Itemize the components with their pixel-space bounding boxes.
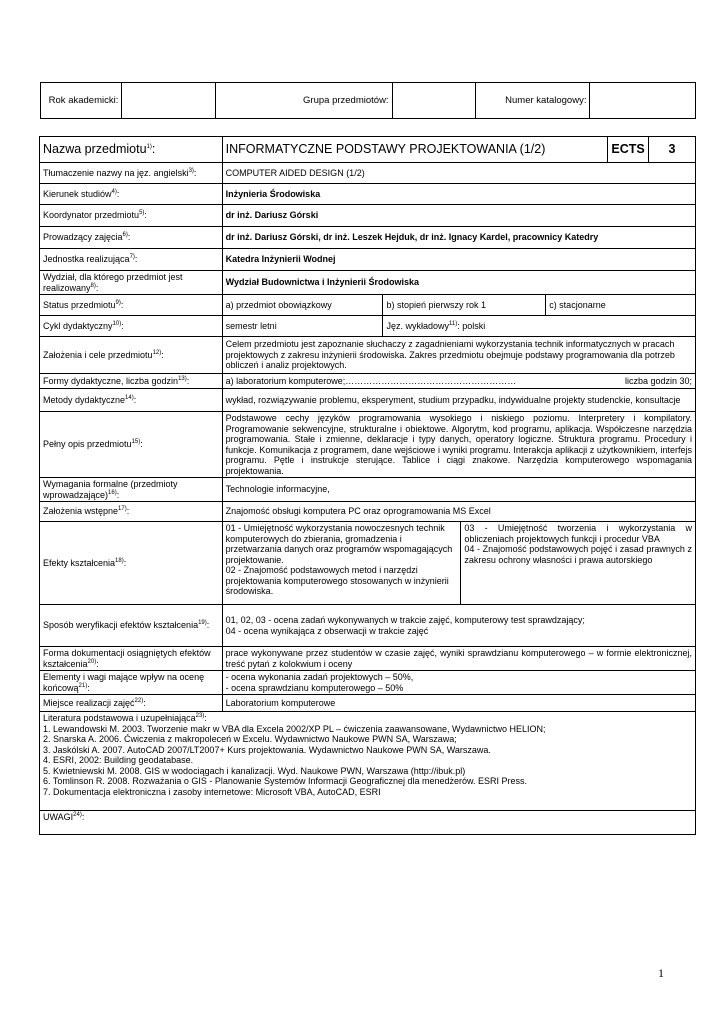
forms-label-cell: Formy dydaktyczne, liczba godzin$^{13)}$: [40, 374, 223, 389]
methods-label: Metody dydaktyczne [43, 394, 126, 405]
course-name-value: INFORMATYCZNE PODSTAWY PROJEKTOWANIA (1/2) [222, 137, 607, 163]
description-value: Podstawowe cechy języków programowania wysokiego i niskiego poziomu. Interpretery i kompilatory. Programowanie sekwencyjne, strukturalne i obiektowe. Algorytm, kod programu, aplikacja. Współczesne narzędzia programowania. Stałe i zmienne, deklaracje i typy danych, operatory logiczne. Struktura programu. Procedury i funkcje. Komunikacja z programem, dane wejściowe i wyniki programu. Interakcja aplikacji z użytkownikiem, interfejs programu. Pętle i instrukcje sterujące. Tablice i ciągi znakowe. Narzędzia komputerowego wspomagania projektowania. [222, 412, 695, 478]
ects-label: ECTS [608, 137, 649, 163]
forms-cell [222, 374, 695, 389]
ects-value: 3 [649, 137, 696, 163]
unit-label: Jednostka realizująca [43, 254, 130, 265]
field-label-cell: Kierunek studiów$^{4)}$: [40, 184, 223, 205]
course-name-label: Nazwa przedmiotu [43, 142, 147, 157]
weights-label-cell: Elementy i wagi mające wpływ na ocenę końcową$^{21)}$: [40, 671, 223, 695]
page-number: 1 [658, 966, 664, 980]
place-label-cell: Miejsce realizacji zajęć$^{22)}$: [40, 695, 223, 712]
english-name-value: COMPUTER AIDED DESIGN (1/2) [222, 163, 695, 184]
instructors-label: Prowadzący zajęcia [43, 232, 123, 243]
field-label: Kierunek studiów [43, 188, 112, 199]
documentation-label-cell: Forma dokumentacji osiągniętych efektów kształcenia$^{20)}$: [40, 647, 223, 671]
literature-item: 7. Dokumentacja elektroniczna i zasoby internetowe: Microsoft VBA, AutoCAD, ESRI [43, 786, 381, 797]
initial-label: Założenia wstępne [43, 506, 119, 517]
cycle-label-cell: Cykl dydaktyczny$^{10)}$: [40, 316, 223, 337]
coordinator-label-cell: Koordynator przedmiotu$^{5)}$: [40, 205, 223, 227]
outcomes-label: Efekty kształcenia [43, 557, 116, 568]
goals-label: Założenia i cele przedmiotu [43, 349, 153, 360]
catalog-label: Numer katalogowy: [475, 83, 590, 119]
description-label: Pełny opis przedmiotu [43, 439, 132, 450]
goals-label-cell: Założenia i cele przedmiotu$^{12)}$: [40, 337, 223, 374]
verification-label-cell: Sposób weryfikacji efektów kształcenia$^{19)}$: [40, 605, 223, 647]
prereq-label: Wymagania formalne (przedmioty wprowadzające) [43, 479, 178, 500]
english-name-label-cell: Tłumaczenie nazwy na jęz. angielski$^{3)}$: [40, 163, 223, 184]
academic-year-label: Rok akademicki: [41, 83, 122, 119]
instructors-label-cell: Prowadzący zajęcia$^{6)}$: [40, 227, 223, 249]
unit-value: Katedra Inżynierii Wodnej [222, 249, 695, 271]
unit-label-cell: Jednostka realizująca$^{7)}$: [40, 249, 223, 271]
description-label-cell: Pełny opis przedmiotu$^{15)}$: [40, 412, 223, 478]
prereq-label-cell: Wymagania formalne (przedmioty wprowadzające)$^{16)}$: [40, 478, 223, 502]
place-label: Miejsce realizacji zajęć [43, 697, 135, 708]
cycle-value: semestr letni [222, 316, 383, 337]
literature-item: 6. Tomlinson R. 2008. Rozważania o GIS - Planowanie Systemów Informacji Geograficznej dla menedżerów. ESRI Press. [43, 776, 528, 786]
literature-heading: Literatura podstawowa i uzupełniająca$^{23)}$: [43, 713, 207, 723]
status-a: a) przedmiot obowiązkowy [222, 295, 383, 316]
literature-item: 3. Jaskólski A. 2007. AutoCAD 2007/LT2007+ Kurs projektowania. Wydawnictwo Naukowe PWN SA, Warszawa. [43, 744, 491, 755]
literature-item: 1. Lewandowski M. 2003. Tworzenie makr w VBA dla Excela 2002/XP PL – ćwiczenia zaawansowane, Wydawnictwo HELION; [43, 723, 546, 734]
documentation-label: Forma dokumentacji osiągniętych efektów kształcenia [43, 648, 211, 669]
forms-label: Formy dydaktyczne, liczba godzin [43, 375, 179, 386]
status-c: c) stacjonarne [546, 295, 696, 316]
initial-value: Znajomość obsługi komputera PC oraz oprogramowania MS Excel [222, 502, 695, 522]
documentation-value: prace wykonywane przez studentów w czasie zajęć, wyniki sprawdzianu komputerowego – w formie elektronicznej, treść pytań z kolokwium i oceny [222, 647, 695, 671]
literature-item: 4. ESRI, 2002: Building geodatabase. [43, 755, 194, 765]
forms-hours: liczba godzin 30; [624, 375, 692, 386]
english-name-label: Tłumaczenie nazwy na jęz. angielski [43, 167, 189, 178]
coordinator-value: dr inż. Dariusz Górski [222, 205, 695, 227]
faculty-label: Wydział, dla którego przedmiot jest realizowany [43, 272, 183, 293]
status-label: Status przedmiotu [43, 299, 116, 310]
remarks-label: UWAGI [43, 812, 74, 822]
weights-value: - ocena wykonania zadań projektowych – 50%, - ocena sprawdzianu komputerowego – 50% [222, 671, 695, 695]
coordinator-label: Koordynator przedmiotu [43, 210, 140, 221]
faculty-label-cell: Wydział, dla którego przedmiot jest realizowany$^{8)}$: [40, 271, 223, 295]
literature-label: Literatura podstawowa i uzupełniająca [43, 713, 196, 723]
field-value: Inżynieria Środowiska [222, 184, 695, 205]
header-table [40, 82, 696, 119]
verification-label: Sposób weryfikacji efektów kształcenia [43, 620, 199, 631]
language-value: : polski [457, 320, 486, 331]
faculty-value: Wydział Budownictwa i Inżynierii Środowiska [222, 271, 695, 295]
methods-value: wykład, rozwiązywanie problemu, eksperyment, studium przypadku, indywidualne projekty studenckie, konsultacje [222, 389, 695, 412]
group-label: Grupa przedmiotów: [215, 83, 392, 119]
place-value: Laboratorium komputerowe [222, 695, 695, 712]
course-table [39, 136, 696, 835]
outcomes-label-cell: Efekty kształcenia$^{18)}$: [40, 522, 223, 605]
catalog-value[interactable] [590, 83, 696, 119]
goals-value: Celem przedmiotu jest zapoznanie słuchaczy z zagadnieniami wykorzystania technik informatycznych w pracach projektowych z zakresu inżynierii środowiska. Zakres przedmiotu obejmuje podstawy programowania dla potrzeb obliczeń i analiz projektowych. [222, 337, 695, 374]
outcomes-left: 01 - Umiejętność wykorzystania nowoczesnych technik komputerowych do zbierania, gromadzenia i przetwarzania danych oraz programów wspomagających projektowanie. 02 - Znajomość podstawowych metod i narzędzi projektowania komputerowego stosowanych w inżynierii środowiska. [222, 522, 461, 605]
group-value[interactable] [392, 83, 475, 119]
literature-cell [40, 712, 696, 811]
initial-label-cell: Założenia wstępne$^{17)}$: [40, 502, 223, 522]
status-b: b) stopień pierwszy rok 1 [383, 295, 546, 316]
instructors-value: dr inż. Dariusz Górski, dr inż. Leszek Hejduk, dr inż. Ignacy Kardel, pracownicy Katedry [222, 227, 695, 249]
prereq-value: Technologie informacyjne, [222, 478, 695, 502]
language-label: Jęz. wykładowy [386, 320, 449, 331]
weights-label: Elementy i wagi mające wpływ na ocenę końcową [43, 672, 205, 693]
course-name-label-cell: Nazwa przedmiotu$^{1)}$: [40, 137, 223, 163]
verification-value: 01, 02, 03 - ocena zadań wykonywanych w trakcie zajęć, komputerowy test sprawdzający; 04 - ocena wynikająca z obserwacji w trakcie zajęć [222, 605, 695, 647]
literature-item: 5. Kwietniewski M. 2008. GIS w wodociągach i kanalizacji. Wyd. Naukowe PWN, Warszawa (http://ibuk.pl) [43, 765, 466, 776]
language-cell: Jęz. wykładowy$^{11)}$: polski [383, 316, 696, 337]
status-label-cell: Status przedmiotu$^{9)}$: [40, 295, 223, 316]
forms-value: a) laboratorium komputerowe;………………………………………………… [225, 375, 517, 386]
academic-year-value[interactable] [122, 83, 215, 119]
literature-item: 2. Snarska A. 2006. Ćwiczenia z makropoleceń w Excelu. Wydawnictwo Naukowe PWN SA, Warszawa; [43, 734, 457, 744]
remarks-cell: UWAGI$^{24)}$: [40, 811, 696, 835]
outcomes-right: 03 - Umiejętność tworzenia i wykorzystania w obliczeniach projektowych funkcji i procedur VBA 04 - Znajomość podstawowych pojęć i zasad prawnych z zakresu ochrony własności i prawa autorskiego [461, 522, 696, 605]
cycle-label: Cykl dydaktyczny [43, 320, 113, 331]
methods-label-cell: Metody dydaktyczne$^{14)}$: [40, 389, 223, 412]
